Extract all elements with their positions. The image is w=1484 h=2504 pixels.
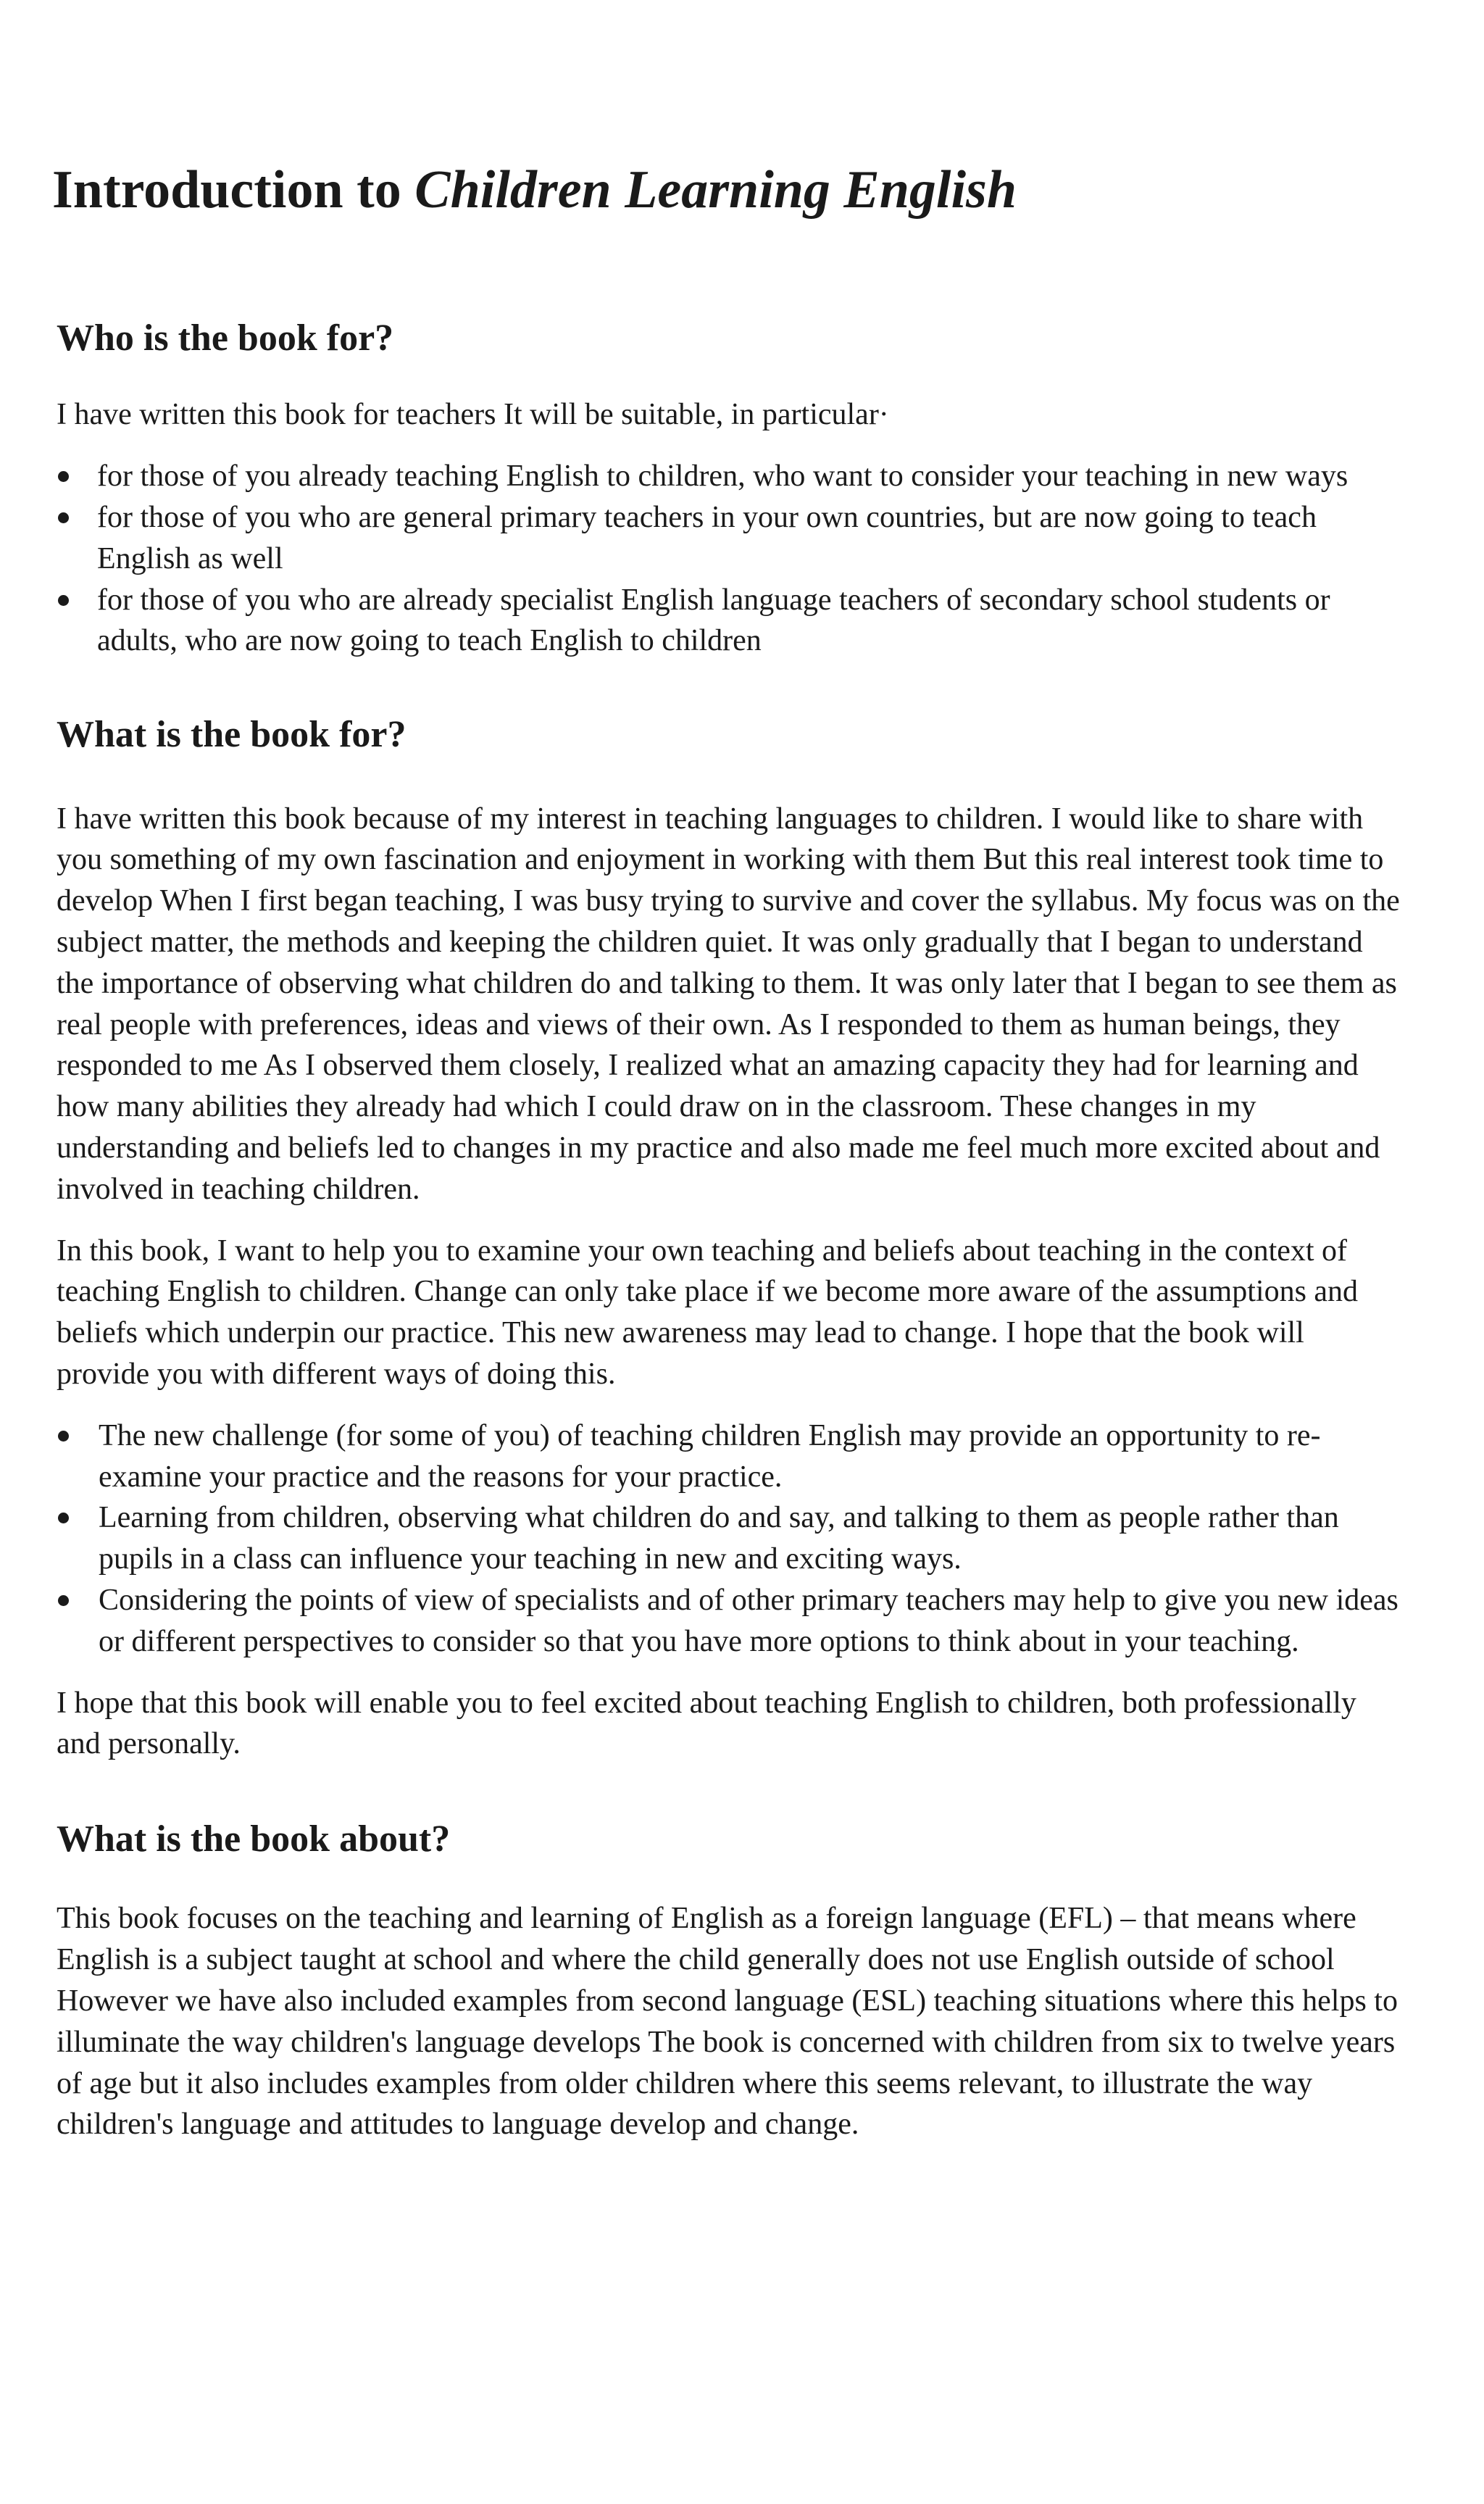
section-about-paragraph-1: This book focuses on the teaching and learning of English as a foreign language (EFL) – that means where English is a subject taught at school and where the child generally does not use English outside of school However we have also included examples from second language (ESL) teaching situations where this helps to illuminate the way children's language develops The book is concerned with children from six to twelve years of age but it also includes examples from older children where this seems relevant, to illustrate the way children's language and attitudes to language develop and change.	[57, 1902, 1398, 2142]
bullet-icon	[58, 1431, 69, 1442]
section-heading-what-for: What is the book for?	[57, 714, 407, 756]
list-item	[57, 1415, 1404, 1498]
list-item-text: The new challenge (for some of you) of teaching children English may provide an opportunity to re-examine your practice and the reasons for your practice.	[99, 1418, 1321, 1494]
list-item	[57, 456, 1404, 497]
list-item	[57, 580, 1404, 662]
list-item	[57, 1580, 1404, 1663]
title-prefix: Introduction to	[52, 160, 415, 220]
audience-bullet-list	[57, 456, 1404, 662]
title-book-name: Children Learning English	[414, 160, 1017, 220]
list-item-text: for those of you already teaching English to children, who want to consider your teaching in new ways	[97, 459, 1348, 494]
section-what-for-paragraph-1: I have written this book because of my interest in teaching languages to children. I would like to share with you something of my own fascination and enjoyment in working with them But this real interest took time to develop When I first began teaching, I was busy trying to survive and cover the syllabus. My focus was on the subject matter, the methods and keeping the children quiet. It was only gradually that I began to understand the importance of observing what children do and talking to them. It was only later that I began to see them as real people with preferences, ideas and views of their own. As I responded to them as human beings, they responded to me As I observed them closely, I realized what an amazing capacity they had for learning and how many abilities they already had which I could draw on in the classroom. These changes in my understanding and beliefs led to changes in my practice and also made me feel much more excited about and involved in teaching children.	[57, 802, 1400, 1206]
list-item-text: for those of you who are already specialist English language teachers of secondary school students or adults, who are now going to teach English to children	[97, 583, 1330, 658]
bullet-icon	[58, 1513, 69, 1523]
benefits-bullet-list	[57, 1415, 1404, 1663]
document-body	[57, 316, 1404, 2145]
bullet-icon	[58, 471, 69, 482]
list-item-text: for those of you who are general primary teachers in your own countries, but are now going to teach English as well	[97, 500, 1317, 575]
bullet-icon	[58, 1595, 69, 1606]
section-heading-who: Who is the book for?	[57, 317, 394, 359]
list-item-text: Considering the points of view of specialists and of other primary teachers may help to give you new ideas or different perspectives to consider so that you have more options to think about in your teaching.	[99, 1583, 1398, 1658]
section-what-for-paragraph-3: I hope that this book will enable you to feel excited about teaching English to children, both professionally and personally.	[57, 1686, 1356, 1761]
section-who-intro: I have written this book for teachers It will be suitable, in particular·	[57, 398, 889, 432]
list-item-text: Learning from children, observing what children do and say, and talking to them as people rather than pupils in a class can influence your teaching in new and exciting ways.	[99, 1501, 1339, 1576]
section-what-for-paragraph-2: In this book, I want to help you to examine your own teaching and beliefs about teaching in the context of teaching English to children. Change can only take place if we become more aware of the assumptions and beliefs which underpin our practice. This new awareness may lead to change. I hope that the book will provide you with different ways of doing this.	[57, 1234, 1359, 1391]
page-title	[52, 161, 1017, 220]
section-heading-about: What is the book about?	[57, 1818, 451, 1860]
list-item	[57, 497, 1404, 580]
list-item	[57, 1497, 1404, 1580]
bullet-icon	[58, 512, 69, 523]
bullet-icon	[58, 595, 69, 606]
